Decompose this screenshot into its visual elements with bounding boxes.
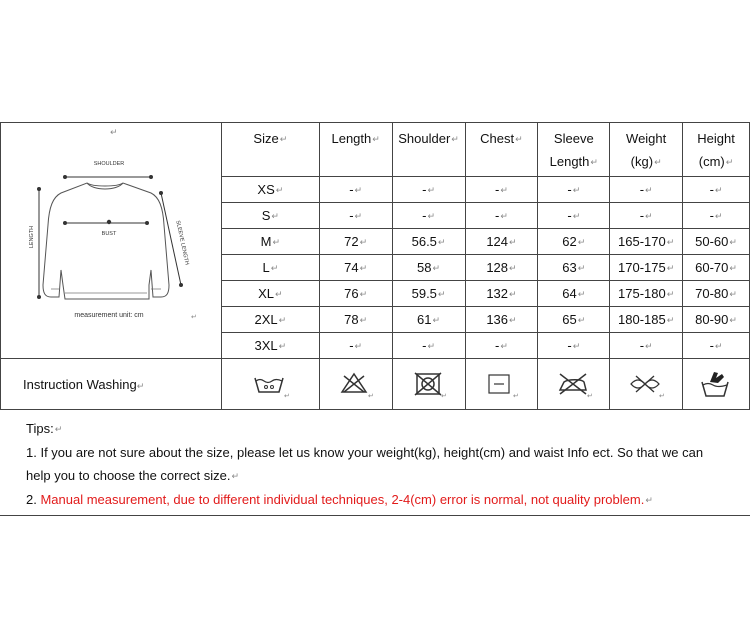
length-label: LENGTH: [29, 225, 35, 248]
value-cell: 165-170↵: [610, 229, 683, 255]
size-cell: XL↵: [222, 281, 320, 307]
tips-heading: Tips:↵: [26, 421, 63, 436]
do-not-wring-icon: [610, 359, 683, 410]
svg-text:↵: ↵: [191, 313, 197, 321]
svg-text:↵: ↵: [586, 393, 593, 400]
value-cell: -↵: [683, 177, 750, 203]
value-cell: 76↵: [319, 281, 392, 307]
bust-label: BUST: [101, 230, 117, 237]
size-cell: S↵: [222, 203, 320, 229]
value-cell: 72↵: [319, 229, 392, 255]
value-cell: -↵: [392, 177, 465, 203]
tips-line-1: 1. If you are not sure about the size, please let us know your weight(kg), height(cm) and waist Info ect. So that we can: [26, 445, 704, 461]
value-cell: 78↵: [319, 307, 392, 333]
value-cell: 60-70↵: [683, 255, 750, 281]
value-cell: -↵: [319, 177, 392, 203]
size-cell: 2XL↵: [222, 307, 320, 333]
value-cell: 50-60↵: [683, 229, 750, 255]
dry-flat-icon: [465, 359, 538, 410]
tips-section: [0, 417, 750, 516]
value-cell: 56.5↵: [392, 229, 465, 255]
hand-wash-icon: [222, 359, 320, 410]
value-cell: -↵: [465, 333, 538, 359]
value-cell: -↵: [538, 177, 610, 203]
do-not-tumble-dry-icon: [392, 359, 465, 410]
tips-line-3: 2. Manual measurement, due to different individual techniques, 2-4(cm) error is normal, not quality problem.↵: [26, 492, 653, 508]
washing-title: Instruction Washing: [23, 376, 137, 392]
value-cell: 62↵: [538, 229, 610, 255]
value-cell: -↵: [610, 203, 683, 229]
do-not-bleach-icon: [319, 359, 392, 410]
value-cell: -↵: [392, 203, 465, 229]
size-cell: XS↵: [222, 177, 320, 203]
size-cell: 3XL↵: [222, 333, 320, 359]
value-cell: 132↵: [465, 281, 538, 307]
size-cell: M↵: [222, 229, 320, 255]
value-cell: 80-90↵: [683, 307, 750, 333]
value-cell: 136↵: [465, 307, 538, 333]
value-cell: 74↵: [319, 255, 392, 281]
header-row: [1, 123, 750, 177]
shoulder-label: SHOULDER: [93, 160, 125, 167]
header-cell: Chest↵: [465, 123, 538, 177]
svg-text:↵: ↵: [659, 393, 666, 400]
value-cell: 175-180↵: [610, 281, 683, 307]
header-cell: Length↵: [319, 123, 392, 177]
value-cell: -↵: [683, 203, 750, 229]
sweater-diagram-cell: ↵ SHOULDER BUST LENGTH SLEEVE LENGTH measurement unit: cm ↵: [1, 123, 222, 359]
sleeve-length-label: SLEEVE LENGTH: [174, 219, 190, 266]
measurement-unit: measurement unit: cm: [74, 311, 144, 319]
value-cell: -↵: [319, 203, 392, 229]
value-cell: -↵: [319, 333, 392, 359]
header-cell: Sleeve Length↵: [538, 123, 610, 177]
value-cell: 124↵: [465, 229, 538, 255]
value-cell: 63↵: [538, 255, 610, 281]
value-cell: 61↵: [392, 307, 465, 333]
value-cell: 170-175↵: [610, 255, 683, 281]
svg-text:↵: ↵: [367, 393, 374, 400]
value-cell: 128↵: [465, 255, 538, 281]
header-cell: Weight (kg)↵: [610, 123, 683, 177]
value-cell: -↵: [392, 333, 465, 359]
value-cell: 70-80↵: [683, 281, 750, 307]
tips-line-2: help you to choose the correct size.↵: [26, 468, 240, 484]
value-cell: 58↵: [392, 255, 465, 281]
value-cell: -↵: [538, 203, 610, 229]
value-cell: -↵: [610, 177, 683, 203]
value-cell: 180-185↵: [610, 307, 683, 333]
value-cell: -↵: [465, 203, 538, 229]
value-cell: 59.5↵: [392, 281, 465, 307]
washing-title-cell: Instruction Washing↵: [1, 359, 222, 410]
sweater-diagram: [1, 125, 221, 357]
value-cell: -↵: [465, 177, 538, 203]
washing-row: [1, 359, 750, 410]
svg-text:↵: ↵: [513, 393, 520, 400]
size-table: [0, 122, 750, 410]
svg-text:↵: ↵: [440, 393, 447, 400]
header-cell: Height (cm)↵: [683, 123, 750, 177]
value-cell: 65↵: [538, 307, 610, 333]
iron-low-icon: [538, 359, 610, 410]
value-cell: -↵: [683, 333, 750, 359]
size-cell: L↵: [222, 255, 320, 281]
value-cell: -↵: [538, 333, 610, 359]
header-cell: Size↵: [222, 123, 320, 177]
value-cell: -↵: [610, 333, 683, 359]
svg-text:↵: ↵: [284, 393, 291, 400]
value-cell: 64↵: [538, 281, 610, 307]
hand-wash-glove-icon: [683, 359, 750, 410]
header-cell: Shoulder↵: [392, 123, 465, 177]
